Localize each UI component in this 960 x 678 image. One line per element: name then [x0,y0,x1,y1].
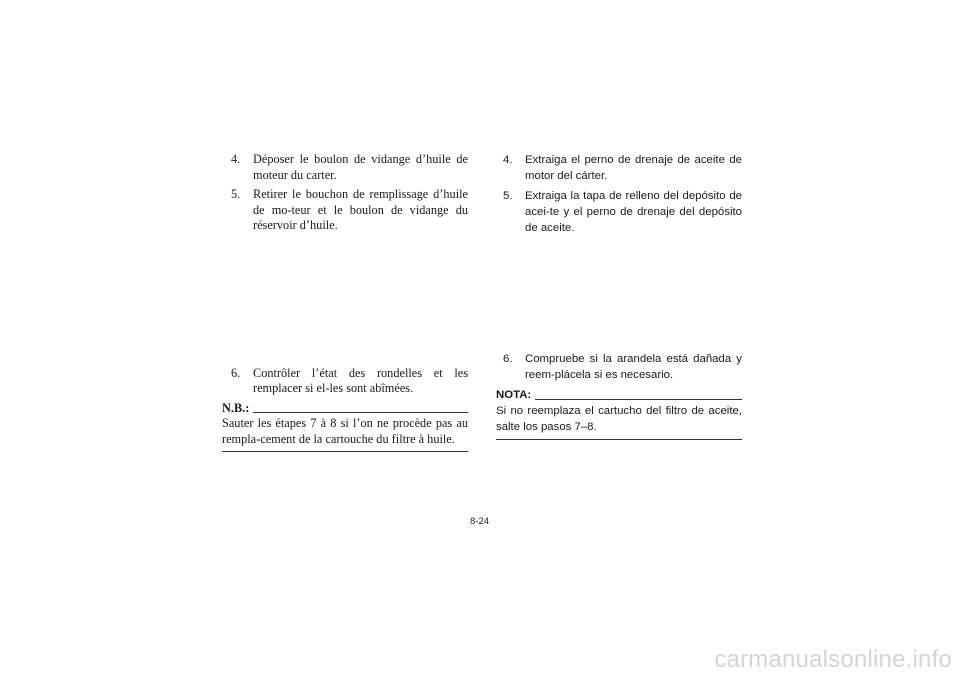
fr-step-4-number: 4. [231,152,241,166]
fr-note-header [222,401,468,417]
fr-step-4 [222,152,468,183]
fr-illustration-space [222,238,468,366]
es-note-bottom-rule [496,439,742,440]
fr-step-4-text: Déposer le boulon de vidange d’huile de moteur du carter. [253,152,468,182]
es-step-6-number: 6. [503,353,513,365]
es-step-4 [496,152,742,184]
fr-step-5-number: 5. [231,187,241,201]
es-step-5 [496,188,742,236]
es-step-6 [496,351,742,383]
es-step-6-text: Compruebe si la arandela está dañada y reem-plácela si es necesario. [525,353,742,381]
fr-step-5 [222,187,468,234]
es-step-5-text: Extraiga la tapa de relleno del depósito de acei-te y el perno de drenaje del depósito de aceite. [525,190,742,234]
fr-step-6 [222,366,468,397]
watermark: carmanualsonline.info [714,646,952,673]
fr-note-label: N.B.: [222,400,250,415]
fr-step-6-number: 6. [231,365,241,380]
fr-step-6-text: Contrôler l’état des rondelles et les remplacer si el-les sont abîmées. [253,365,468,395]
es-step-4-text: Extraiga el perno de drenaje de aceite de motor del cárter. [525,154,742,182]
fr-step-5-text: Retirer le bouchon de remplissage d’huile de mo-teur et le boulon de vidange du réservoir d’huile. [253,187,468,232]
page-number: 8-24 [470,516,490,527]
es-illustration-space [496,240,742,351]
fr-note-rule [253,412,468,413]
french-column [222,152,468,452]
es-note-rule [535,399,742,400]
es-step-4-number: 4. [503,154,513,166]
es-note-header [496,387,742,403]
es-note-text: Si no reemplaza el cartucho del filtro de aceite, salte los pasos 7–8. [496,405,742,433]
es-note-label: NOTA: [496,389,532,401]
es-step-5-number: 5. [503,190,513,202]
fr-note-text: Sauter les étapes 7 à 8 si l’on ne procède pas au rempla-cement de la cartouche du filtre à huile. [222,416,468,446]
spanish-column [496,152,742,440]
fr-note-bottom-rule [222,451,468,452]
